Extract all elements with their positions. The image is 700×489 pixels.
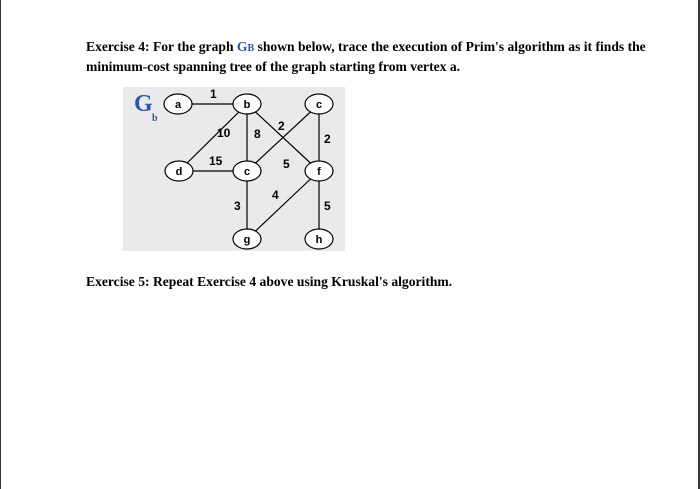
vertex-f-label: f [317,166,321,178]
edge-g-f [247,171,319,239]
vertex-g-label: g [243,234,251,246]
exercise-5-text [86,274,452,290]
weight-g-f: 4 [272,188,279,202]
vertex-b [233,94,261,114]
weight-d-c-center: 15 [209,154,223,168]
graph-name-subscript: B [247,43,255,54]
graph-figure [123,87,345,251]
vertex-c-center-label: c [243,166,251,178]
exercise-5-body: Repeat Exercise 4 above using Kruskal's algorithm. [149,274,453,289]
weight-c-center-g: 3 [234,199,241,213]
vertex-b-label: b [243,99,251,111]
vertex-g [233,229,261,249]
vertex-h [305,229,333,249]
graph-title: G [134,91,153,117]
exercise-4-text-after: shown below, trace the execution of Prim's algorithm as it finds the minimum-cost spanning tree of the graph starting from vertex a. [86,39,646,74]
vertex-c-top-label: c [315,99,323,111]
weight-c-top-f: 2 [324,132,331,146]
vertex-a-label: a [174,99,182,111]
vertex-a [164,94,192,114]
weight-b-d: 10 [217,126,231,140]
left-border [0,0,1,489]
weight-b-f: 5 [283,157,290,171]
weight-a-b: 1 [210,87,217,101]
exercise-4-label: Exercise 4: [86,39,150,54]
weight-c-top-c-center: 2 [278,119,285,133]
graph-name: G [236,39,248,54]
exercise-4-text-before: For the graph [149,39,237,54]
weight-b-c-center: 8 [254,127,261,141]
vertex-c-center [233,161,261,181]
vertex-h-label: h [315,234,323,246]
weight-f-h: 5 [324,199,331,213]
exercise-5-label: Exercise 5: [86,274,150,289]
vertex-c-top [305,94,333,114]
vertex-d-label: d [175,166,183,178]
graph-title-subscript: b [152,113,158,124]
exercise-4-text [86,38,646,76]
vertex-d [165,161,193,181]
vertex-f [305,161,333,181]
